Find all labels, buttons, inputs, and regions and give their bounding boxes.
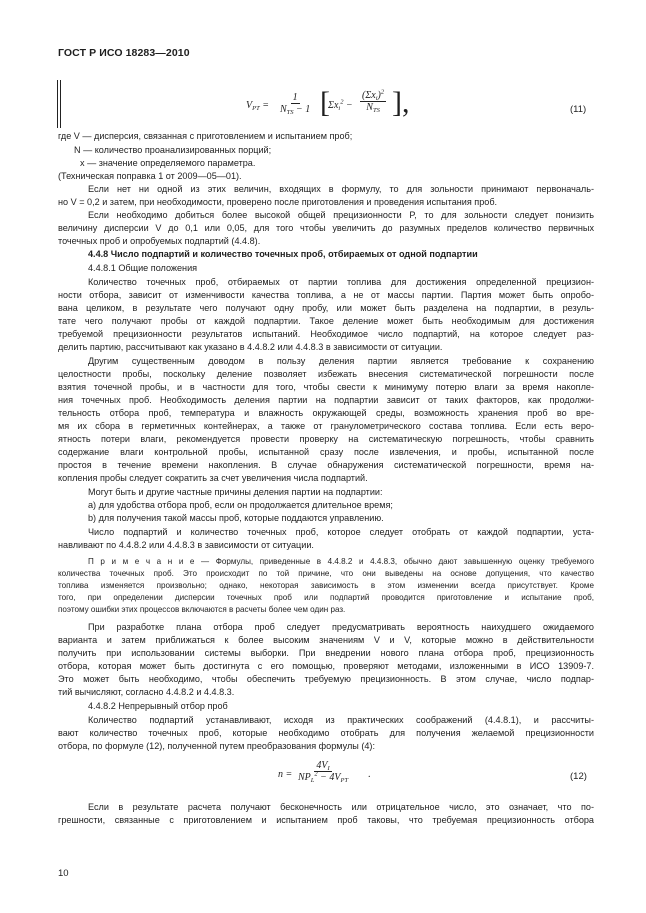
note-line: П р и м е ч а н и е — Формулы, приведенные в 4.4.8.2 и 4.4.8.3, обычно дают завышенную оценку требуемого [88, 557, 594, 566]
paragraph-line: ния точечных проб. Необходимость деления партии на подпартии зависит от таких факторов, как продолжи- [58, 395, 594, 405]
list-item-b: b) для получения такой массы проб, которые поддаются управлению. [88, 513, 384, 523]
formula-11: $V_{PT}$ = 1 $N_{TS} - 1$ [ $\Sigma x_i^2$ − $(\Sigma x_i)^2$ $N_{TS}$ ], [246, 86, 410, 119]
paragraph-line: При разработке плана отбора проб следует предусматривать вероятность наихудшего ожидаемого [88, 622, 594, 632]
list-item-a: a) для удобства отбора проб, если он продолжается длительное время; [88, 500, 393, 510]
paragraph-line: копления пробы следует сократить за счет увеличения числа подпартий. [58, 473, 368, 483]
paragraph-line: Если нет ни одной из этих величин, входящих в формулу, то для зольности принимают первоначаль- [88, 184, 594, 194]
paragraph-line: Это может быть необходимо, чтобы обеспечить требуемую прецизионность. В этом случае, число подпар- [58, 674, 594, 684]
technical-amendment: (Техническая поправка 1 от 2009—05—01). [58, 171, 242, 181]
definition-xi: x — значение определяемого параметра. [80, 158, 256, 168]
paragraph-line: ятность потери влаги, рекомендуется провести проверку на систематическую погрешность, чтобы сравнить [58, 434, 594, 444]
paragraph-line: вают количество точечных проб, которые необходимо отобрать для получения желаемой прецизионности [58, 728, 594, 738]
paragraph-line: делить партию, рассчитывают как указано в 4.4.8.2 или 4.4.8.3 в зависимости от ситуации. [58, 342, 443, 352]
paragraph-line: мя их сбора в герметичных контейнерах, а также от гранулометрического состава топлива. Если есть веро- [58, 421, 594, 431]
note-line: поэтому ошибки этих процессов включаются в расчеты более чем один раз. [58, 605, 346, 614]
paragraph-line: Количество точечных проб, отбираемых от партии топлива для достижения определенной прецизион- [88, 277, 594, 287]
paragraph-line: взятия точечной пробы, и в частности для того, чтобы свести к минимуму потерю влаги за время накопле- [58, 382, 594, 392]
note-line: количества точечных проб. Это происходит по той причине, что они выведены на основе допущения, что качество [58, 569, 594, 578]
paragraph-line: простоя в течение времени накопления. В случае обнаружения систематической погрешности, время на- [58, 460, 594, 470]
paragraph-line: Другим существенным доводом в пользу деления партии является требование к сохранению [88, 356, 594, 366]
definition-vpt: где V — дисперсия, связанная с приготовлением и испытанием проб; [58, 131, 353, 141]
paragraph-line: тий вычисляют, согласно 4.4.8.2 и 4.4.8.3. [58, 687, 235, 697]
paragraph-line: отбора, которая может быть достигнута с его помощью, проверяют методами, изложенными в ИСО 13909-7. [58, 661, 594, 671]
formula-12: n = $4V_I$ $NP_L^2 - 4V_{PT}$ . [278, 760, 371, 784]
paragraph-line: тельность отбора проб, температура и влажность окружающей среды, возможность хранения проб во вре- [58, 408, 594, 418]
note-line: топлива изменяется произвольно; однако, некоторая зависимость в этом изменении всегда присутствует. Кроме [58, 581, 594, 590]
paragraph-line: Если в результате расчета получают бесконечность или отрицательное число, это означает, что по- [88, 802, 594, 812]
paragraph-line: точечных проб и опробуемых подпартий (4.4.8). [58, 236, 261, 246]
paragraph-line: величину дисперсии V до 0,1 или 0,05, для того чтобы увеличить до разумных пределов количество первичных [58, 223, 594, 233]
section-heading-4-4-8: 4.4.8 Число подпартий и количество точечных проб, отбираемых от одной подпартии [88, 249, 478, 259]
paragraph-line: грешности, связанные с приготовлением и испытанием проб таковы, что требуемая прецизионность отбора [58, 815, 594, 825]
paragraph-line: навливают по 4.4.8.2 или 4.4.8.3 в зависимости от ситуации. [58, 540, 314, 550]
paragraph-line: Число подпартий и количество точечных проб, которое следует отобрать от каждой подпартии, уста- [88, 527, 594, 537]
change-bar [57, 80, 61, 128]
paragraph-line: Если необходимо добиться более высокой общей прецизионности P, то для зольности следует понизить [88, 210, 594, 220]
standard-title: ГОСТ Р ИСО 18283—2010 [58, 47, 190, 59]
page-number: 10 [58, 868, 69, 879]
paragraph-line: тате чего получают пробы от каждой подпартии. Такое деление может быть необходимым для достижения [58, 316, 594, 326]
section-heading-4-4-8-1: 4.4.8.1 Общие положения [88, 263, 198, 273]
paragraph-line: отбора, по формуле (12), полученной путем преобразования формулы (4): [58, 741, 375, 751]
paragraph-line: вана целиком, в результате чего получают одну пробу, или может быть разделена на подпартии, в резуль- [58, 303, 594, 313]
paragraph-line: требуемой прецизионности результатов испытаний. Необходимое число подпартий, на которое следует раз- [58, 329, 594, 339]
paragraph-line: но V = 0,2 и затем, при необходимости, проверено после приготовления и проведения испытания проб. [58, 197, 498, 207]
paragraph-line: Количество подпартий устанавливают, исходя из практических соображений (4.4.8.1), и рассчиты- [88, 715, 594, 725]
equation-number-12: (12) [570, 771, 587, 782]
paragraph-line: ности отбора, зависит от изменчивости качества топлива, а не от массы партии. Партия может быть опробо- [58, 290, 594, 300]
paragraph-line: целостности пробы, поскольку деление позволяет избежать внесения систематической погрешности после [58, 369, 594, 379]
note-line: того, при определении дисперсии точечных проб или подпартий проводится приготовление и испытание проб, [58, 593, 594, 602]
paragraph-line: получить при использовании системы выборки. При внедрении нового плана отбора проб, прецизионность [58, 648, 594, 658]
definition-nts: N — количество проанализированных порций; [74, 145, 272, 155]
equation-number-11: (11) [570, 104, 587, 115]
paragraph-line: варианта и затем приближаться к более высоким значениям V и V, которые можно в действительности [58, 635, 594, 645]
paragraph-line: содержание влаги контрольной пробы, испытанной сразу после извлечения, и пробы, испытанной после [58, 447, 594, 457]
section-heading-4-4-8-2: 4.4.8.2 Непрерывный отбор проб [88, 701, 228, 711]
paragraph-line: Могут быть и другие частные причины деления партии на подпартии: [88, 487, 383, 497]
